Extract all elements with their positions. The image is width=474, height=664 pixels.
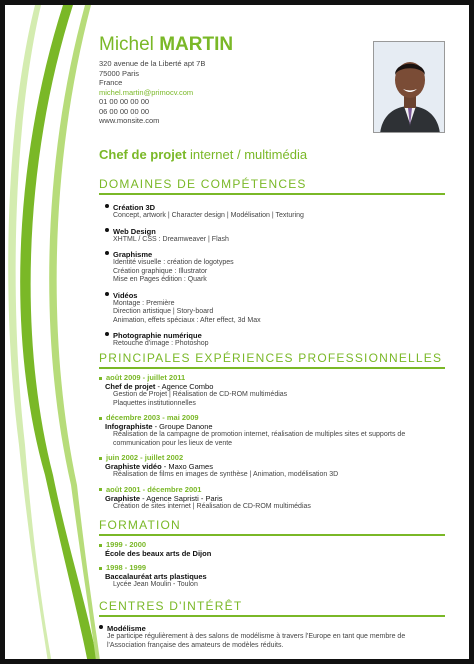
education-list <box>99 540 445 590</box>
experience-detail: communication pour les lieux de vente <box>113 439 233 447</box>
square-bullet-icon <box>99 457 102 460</box>
skill-detail: Montage : Première <box>113 299 175 307</box>
skills-heading: DOMAINES DE COMPÉTENCES <box>99 177 445 195</box>
experience-section <box>99 351 445 516</box>
skill-detail: Identité visuelle : création de logotypes <box>113 259 234 266</box>
website-link[interactable]: www.monsite.com <box>99 116 160 125</box>
experience-item <box>99 373 445 408</box>
last-name: MARTIN <box>159 34 234 55</box>
profile-photo <box>373 41 445 133</box>
square-bullet-icon <box>99 417 102 420</box>
phone-landline: 01 00 00 00 00 <box>99 97 150 106</box>
square-bullet-icon <box>99 567 102 570</box>
experience-item <box>99 413 445 448</box>
skill-title: Vidéos <box>113 290 138 300</box>
address-line2: 75000 Paris <box>99 68 140 78</box>
square-bullet-icon <box>99 377 102 380</box>
experience-date: août 2009 - juillet 2011 <box>99 373 445 382</box>
bullet-icon <box>105 251 109 255</box>
skill-detail: Concept, artwork | Character design | Modélisation | Texturing <box>113 212 304 219</box>
skill-detail: Retouche d'image : Photoshop <box>113 340 209 347</box>
bullet-icon <box>99 625 103 629</box>
email-link[interactable]: michel.martin@primocv.com <box>99 87 194 97</box>
address-line3: France <box>99 78 123 87</box>
bullet-icon <box>105 332 109 336</box>
job-title-main: Chef de projet <box>99 147 187 162</box>
experience-detail: Réalisation de la campagne de promotion internet, réalisation de multiples sites et supports de <box>113 431 406 438</box>
bullet-icon <box>105 292 109 296</box>
education-item <box>99 563 445 590</box>
interests-section <box>99 599 445 650</box>
interest-item <box>99 624 445 650</box>
education-item <box>99 540 445 558</box>
square-bullet-icon <box>99 544 102 547</box>
address-line1: 320 avenue de la Liberté apt 7B <box>99 59 206 68</box>
interest-title: Modélisme <box>107 624 146 633</box>
skill-item <box>105 227 445 245</box>
experience-date: juin 2002 - juillet 2002 <box>99 453 445 462</box>
experience-date: décembre 2003 - mai 2009 <box>99 413 445 422</box>
skill-title: Création 3D <box>113 203 156 212</box>
skill-item <box>105 291 445 326</box>
skill-title: Photographie numérique <box>113 331 202 340</box>
experience-item <box>99 485 445 512</box>
interest-detail: l'Association française des amateurs de modèles réduits. <box>107 641 284 649</box>
first-name: Michel <box>99 34 154 55</box>
education-section <box>99 518 445 595</box>
experience-role: Graphiste - Agence Sapristi - Paris <box>105 493 223 503</box>
skill-detail: Mise en Pages édition : Quark <box>113 276 207 283</box>
job-title <box>99 147 307 162</box>
skills-list <box>99 203 445 349</box>
skill-detail: Création graphique : Illustrator <box>113 267 208 275</box>
experience-role: Graphiste vidéo - Maxo Games <box>105 462 213 471</box>
interest-detail: Je participe régulièrement à des salons de modélisme à travers l'Europe en tant que membre de <box>107 633 406 640</box>
experience-role: Infographiste - Groupe Danone <box>105 422 213 431</box>
skill-item <box>105 203 445 221</box>
skills-section <box>99 177 445 355</box>
experience-detail: Gestion de Projet | Réalisation de CD-ROM multimédias <box>113 391 288 398</box>
skill-item <box>105 250 445 285</box>
square-bullet-icon <box>99 488 102 491</box>
experience-role: Chef de projet - Agence Combo <box>105 382 214 391</box>
skill-detail: Animation, effets spéciaux : After effect, 3d Max <box>113 316 261 324</box>
experience-detail: Création de sites internet | Réalisation de CD-ROM multimédias <box>113 502 311 510</box>
skill-title: Web Design <box>113 226 156 236</box>
skill-title: Graphisme <box>113 250 153 259</box>
education-date: 1998 - 1999 <box>99 563 445 572</box>
contact-header <box>99 33 369 126</box>
full-name <box>99 33 369 57</box>
experience-detail: Plaquettes institutionnelles <box>113 399 196 407</box>
education-degree: Baccalauréat arts plastiques <box>105 572 207 581</box>
skill-detail: XHTML / CSS : Dreamweaver | Flash <box>113 235 229 243</box>
portrait-image <box>374 42 445 133</box>
education-degree: École des beaux arts de Dijon <box>105 549 212 558</box>
skill-item <box>105 331 445 349</box>
education-heading: FORMATION <box>99 518 445 536</box>
bullet-icon <box>105 228 109 232</box>
skill-detail: Direction artistique | Story-board <box>113 308 214 315</box>
job-title-specialty: internet / multimédia <box>186 147 308 162</box>
education-detail: Lycée Jean Moulin - Toulon <box>113 581 198 588</box>
education-date: 1999 - 2000 <box>99 540 445 549</box>
experience-item <box>99 453 445 480</box>
experience-list <box>99 373 445 511</box>
contact-details <box>99 59 369 126</box>
bullet-icon <box>105 204 109 208</box>
experience-detail: Réalisation de films en images de synthèse | Animation, modélisation 3D <box>113 471 339 478</box>
experience-date: août 2001 - décembre 2001 <box>99 485 445 494</box>
experience-heading: PRINCIPALES EXPÉRIENCES PROFESSIONNELLES <box>99 351 445 369</box>
interests-heading: CENTRES D'INTÉRÊT <box>99 599 445 617</box>
phone-mobile: 06 00 00 00 00 <box>99 106 150 116</box>
